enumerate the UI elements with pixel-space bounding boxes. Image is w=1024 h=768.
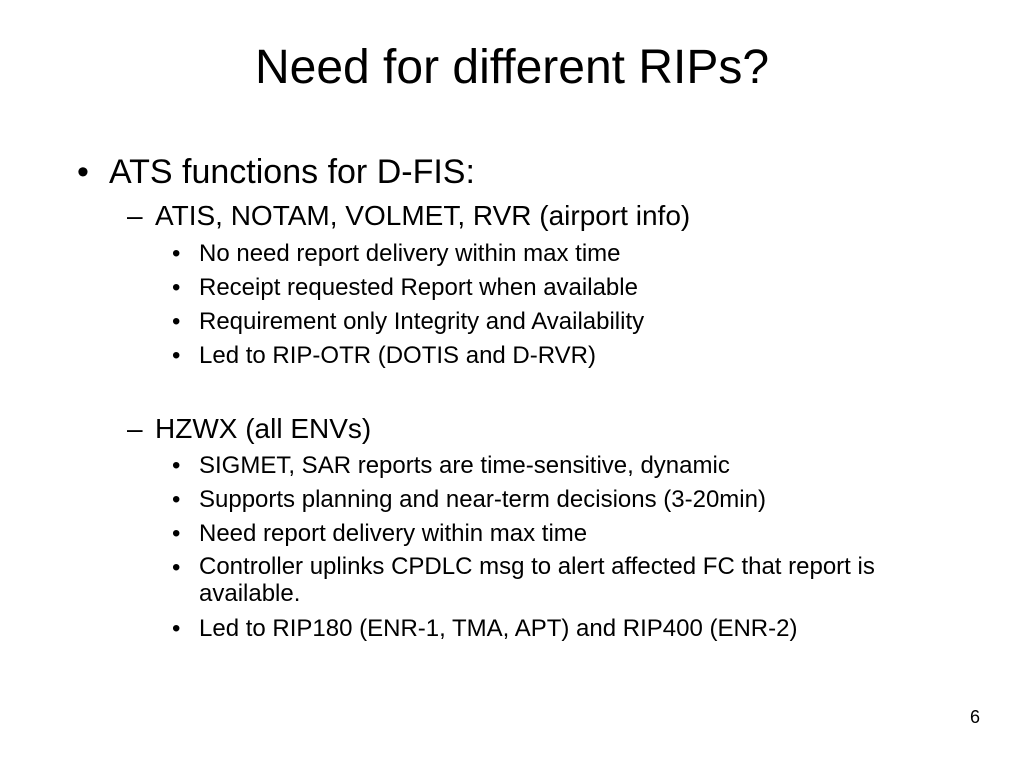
point-text: No need report delivery within max time (199, 240, 621, 267)
point-text: SIGMET, SAR reports are time-sensitive, dynamic (199, 452, 730, 479)
point-text: Need report delivery within max time (199, 520, 588, 547)
bullet-marker: • (172, 240, 181, 267)
point-text: Led to RIP-OTR (DOTIS and D-RVR) (199, 342, 596, 369)
point-text: Led to RIP180 (ENR-1, TMA, APT) and RIP400 (ENR-2) (199, 615, 798, 642)
point-text: Supports planning and near-term decisions (3-20min) (199, 486, 766, 513)
bullet-marker: • (172, 554, 181, 581)
bullet-marker: • (172, 452, 181, 479)
bullet-marker: • (172, 520, 181, 547)
bullet-marker: • (172, 342, 181, 369)
point-text: Controller uplinks CPDLC msg to alert affected FC that report is available. (199, 553, 875, 607)
page-number: 6 (969, 707, 980, 727)
point-text: Receipt requested Report when available (199, 274, 638, 301)
point-text: Requirement only Integrity and Availability (199, 308, 645, 335)
subitem-text: ATIS, NOTAM, VOLMET, RVR (airport info) (155, 200, 691, 231)
dash-marker: – (127, 200, 143, 231)
bullet-marker: • (172, 615, 181, 642)
bullet-marker: • (77, 153, 89, 191)
bullet-marker: • (172, 274, 181, 301)
bullet-text: ATS functions for D-FIS: (109, 153, 475, 191)
dash-marker: – (127, 413, 143, 444)
slide-title: Need for different RIPs? (254, 41, 770, 94)
bullet-marker: • (172, 486, 181, 513)
subitem-text: HZWX (all ENVs) (155, 413, 372, 444)
bullet-marker: • (172, 308, 181, 335)
